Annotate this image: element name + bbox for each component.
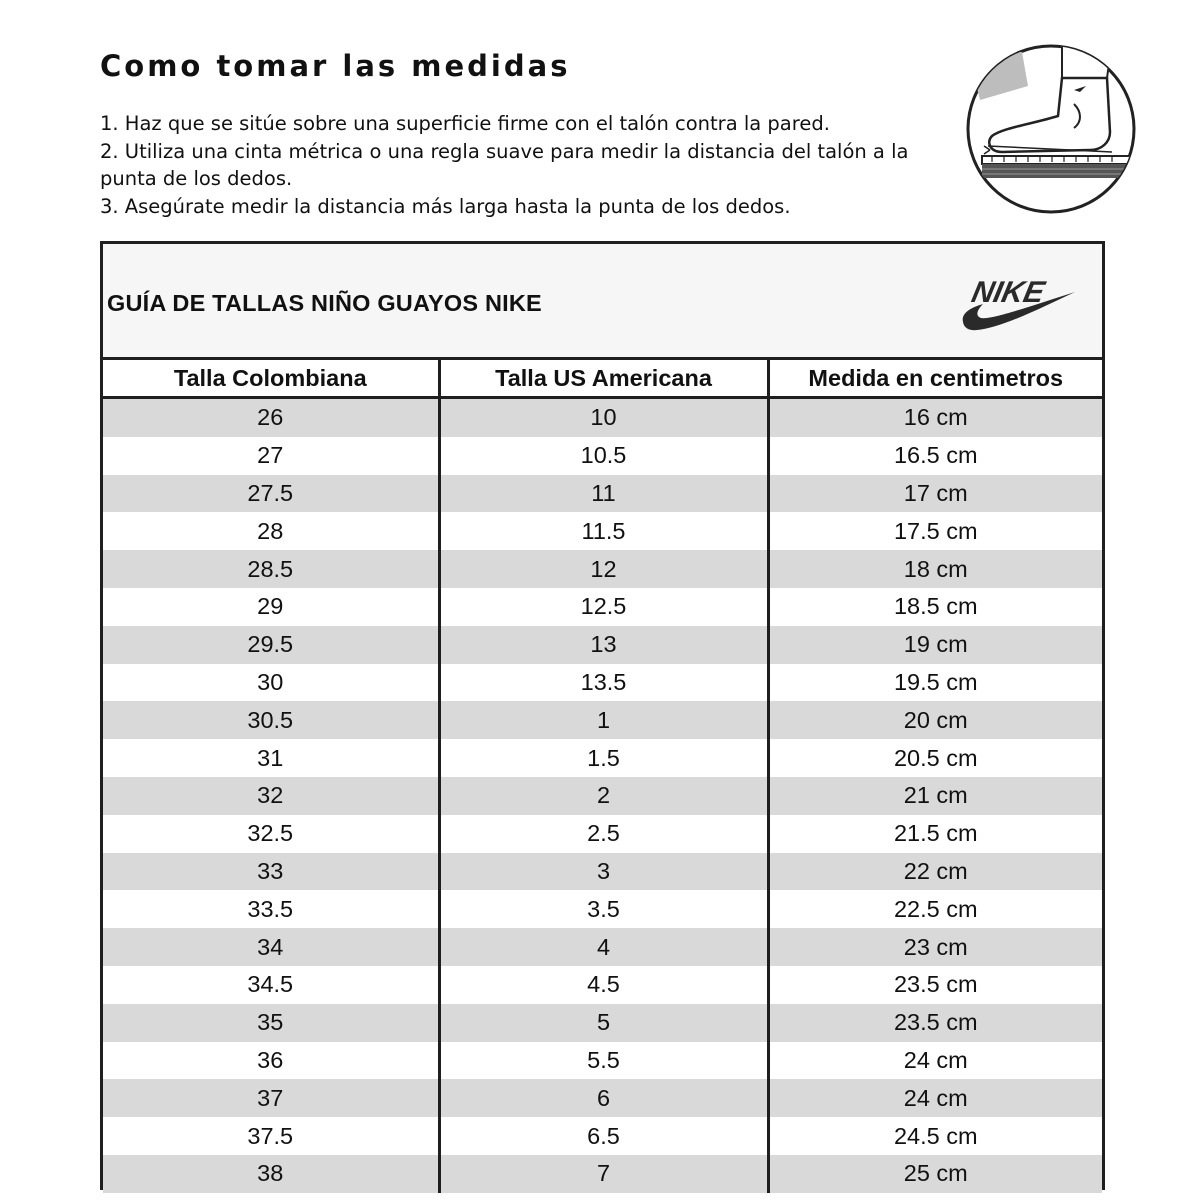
cell-centimeters: 18 cm [768, 550, 1102, 588]
cell-us-size: 3 [439, 853, 768, 891]
cell-colombian-size: 26 [103, 398, 439, 437]
cell-us-size: 12.5 [439, 588, 768, 626]
cell-us-size: 1.5 [439, 739, 768, 777]
cell-colombian-size: 34 [103, 928, 439, 966]
cell-us-size: 2 [439, 777, 768, 815]
cell-colombian-size: 34.5 [103, 966, 439, 1004]
cell-centimeters: 22.5 cm [768, 890, 1102, 928]
cell-centimeters: 20.5 cm [768, 739, 1102, 777]
instruction-step-3: 3. Asegúrate medir la distancia más larga hasta la punta de los dedos. [100, 194, 791, 218]
cell-centimeters: 17.5 cm [768, 512, 1102, 550]
table-row [103, 1042, 1102, 1080]
cell-centimeters: 19.5 cm [768, 664, 1102, 702]
cell-centimeters: 25 cm [768, 1155, 1102, 1193]
cell-us-size: 3.5 [439, 890, 768, 928]
cell-centimeters: 22 cm [768, 853, 1102, 891]
cell-colombian-size: 29.5 [103, 626, 439, 664]
table-row [103, 890, 1102, 928]
table-row [103, 739, 1102, 777]
cell-centimeters: 24 cm [768, 1042, 1102, 1080]
cell-colombian-size: 38 [103, 1155, 439, 1193]
cell-us-size: 13.5 [439, 664, 768, 702]
cell-colombian-size: 36 [103, 1042, 439, 1080]
table-row [103, 701, 1102, 739]
cell-colombian-size: 33 [103, 853, 439, 891]
cell-colombian-size: 32.5 [103, 815, 439, 853]
cell-colombian-size: 27.5 [103, 475, 439, 513]
guide-title: GUÍA DE TALLAS NIÑO GUAYOS NIKE [107, 290, 542, 316]
table-row [103, 398, 1102, 437]
table-row [103, 815, 1102, 853]
table-row [103, 1004, 1102, 1042]
cell-colombian-size: 31 [103, 739, 439, 777]
cell-colombian-size: 30.5 [103, 701, 439, 739]
cell-centimeters: 17 cm [768, 475, 1102, 513]
cell-us-size: 11 [439, 475, 768, 513]
measuring-instructions [100, 44, 960, 220]
cell-us-size: 6.5 [439, 1117, 768, 1155]
cell-us-size: 1 [439, 701, 768, 739]
column-header-us-size: Talla US Americana [439, 360, 768, 398]
table-header-row [103, 360, 1102, 398]
cell-centimeters: 24 cm [768, 1079, 1102, 1117]
cell-colombian-size: 32 [103, 777, 439, 815]
cell-colombian-size: 33.5 [103, 890, 439, 928]
cell-centimeters: 23 cm [768, 928, 1102, 966]
nike-wordmark: NIKE [968, 276, 1048, 309]
cell-us-size: 6 [439, 1079, 768, 1117]
cell-colombian-size: 30 [103, 664, 439, 702]
cell-us-size: 5.5 [439, 1042, 768, 1080]
table-row [103, 1117, 1102, 1155]
cell-centimeters: 19 cm [768, 626, 1102, 664]
size-table [103, 360, 1102, 1193]
table-row [103, 626, 1102, 664]
foot-measuring-illustration [962, 42, 1140, 216]
cell-colombian-size: 37.5 [103, 1117, 439, 1155]
cell-colombian-size: 27 [103, 437, 439, 475]
cell-us-size: 10 [439, 398, 768, 437]
table-row [103, 437, 1102, 475]
table-row [103, 777, 1102, 815]
cell-centimeters: 21.5 cm [768, 815, 1102, 853]
cell-us-size: 11.5 [439, 512, 768, 550]
table-row [103, 550, 1102, 588]
cell-centimeters: 16.5 cm [768, 437, 1102, 475]
cell-us-size: 2.5 [439, 815, 768, 853]
cell-colombian-size: 35 [103, 1004, 439, 1042]
column-header-colombian-size: Talla Colombiana [103, 360, 439, 398]
instruction-step-1: 1. Haz que se sitúe sobre una superficie firme con el talón contra la pared. [100, 112, 830, 135]
cell-centimeters: 20 cm [768, 701, 1102, 739]
table-row [103, 588, 1102, 626]
cell-us-size: 13 [439, 626, 768, 664]
cell-us-size: 4 [439, 928, 768, 966]
cell-centimeters: 23.5 cm [768, 966, 1102, 1004]
table-row [103, 966, 1102, 1004]
cell-colombian-size: 28 [103, 512, 439, 550]
table-row [103, 853, 1102, 891]
instruction-step-2: 2. Utiliza una cinta métrica o una regla suave para medir la distancia del talón a la punta de los dedos. [100, 139, 909, 190]
cell-us-size: 4.5 [439, 966, 768, 1004]
size-guide-table [100, 241, 1105, 1190]
table-row [103, 664, 1102, 702]
guide-header [103, 244, 1102, 360]
table-row [103, 475, 1102, 513]
cell-centimeters: 23.5 cm [768, 1004, 1102, 1042]
cell-us-size: 5 [439, 1004, 768, 1042]
column-header-centimeters: Medida en centimetros [768, 360, 1102, 398]
table-row [103, 1155, 1102, 1193]
cell-us-size: 10.5 [439, 437, 768, 475]
cell-colombian-size: 37 [103, 1079, 439, 1117]
cell-centimeters: 24.5 cm [768, 1117, 1102, 1155]
table-row [103, 928, 1102, 966]
table-row [103, 512, 1102, 550]
table-row [103, 1079, 1102, 1117]
instructions-heading: Como tomar las medidas [100, 49, 571, 83]
cell-colombian-size: 29 [103, 588, 439, 626]
cell-us-size: 12 [439, 550, 768, 588]
cell-colombian-size: 28.5 [103, 550, 439, 588]
cell-us-size: 7 [439, 1155, 768, 1193]
cell-centimeters: 16 cm [768, 398, 1102, 437]
table-body [103, 398, 1102, 1193]
cell-centimeters: 18.5 cm [768, 588, 1102, 626]
instructions-steps [100, 110, 960, 220]
cell-centimeters: 21 cm [768, 777, 1102, 815]
nike-logo [961, 270, 1077, 336]
